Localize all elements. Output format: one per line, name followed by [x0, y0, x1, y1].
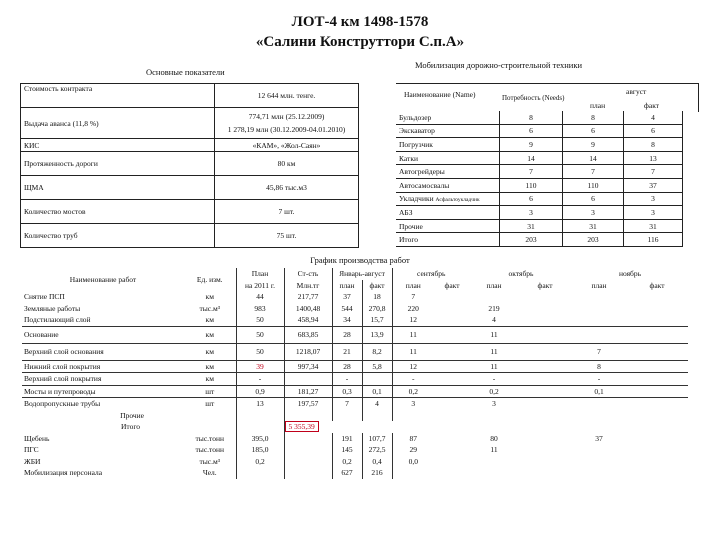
work-name: Земляные работы — [24, 303, 81, 313]
ja-plan: 21 — [332, 343, 362, 360]
work-unit: км — [205, 292, 214, 302]
ja-fact: 5,8 — [362, 360, 392, 373]
mob-plan: 6 — [563, 124, 624, 138]
oct-plan — [470, 291, 518, 303]
basic-indicators-table — [20, 83, 359, 248]
sched-sub-fact: факт — [537, 280, 553, 290]
work-plan: 50 — [236, 314, 284, 326]
sep-plan: 3 — [411, 399, 416, 409]
mobilization-title: Мобилизация дорожно-строительной техники — [415, 60, 583, 70]
indicator-label: Протяженность дороги — [21, 152, 215, 176]
table-row — [21, 152, 359, 176]
mob-fact: 3 — [624, 192, 683, 206]
work-cost: 181,27 — [284, 385, 332, 398]
ja-plan: 0,3 — [332, 385, 362, 398]
oct-plan: - — [470, 373, 518, 386]
work-plan: 50 — [236, 343, 284, 360]
indicator-value — [215, 108, 359, 139]
work-unit: км — [184, 343, 236, 360]
work-name: Мосты и путепроводы — [22, 385, 184, 398]
res-oct-plan — [470, 456, 518, 468]
oct-plan: 11 — [470, 343, 518, 360]
indicator-label: Количество мостов — [21, 200, 215, 224]
indicator-value-line2: 1 278,19 млн (30.12.2009-04.01.2010) — [227, 125, 346, 134]
sched-sub-fact: факт — [362, 280, 392, 292]
oct-plan: 11 — [470, 360, 518, 373]
work-cost: 1400,48 — [284, 303, 332, 315]
table-row — [396, 178, 683, 192]
mob-name: АБЗ — [396, 206, 500, 220]
work-cost: 1218,07 — [284, 343, 332, 360]
res-sep-plan: 29 — [409, 445, 417, 455]
work-plan: - — [236, 373, 284, 386]
res-ja-plan: 191 — [332, 433, 362, 445]
work-name: Нижний слой покрытия — [22, 360, 184, 373]
sched-col-plan-year: на 2011 г. — [236, 280, 284, 292]
ja-plan: 34 — [332, 314, 362, 326]
sched-period-sep: сентябрь — [417, 269, 446, 279]
sep-fact — [434, 291, 470, 303]
mob-name — [396, 192, 500, 206]
work-name: Снятие ПСП — [24, 292, 65, 302]
oct-plan: 0,2 — [470, 385, 518, 398]
indicator-value: 12 644 млн. тенге. — [215, 84, 359, 108]
mob-plan: 9 — [563, 138, 624, 152]
indicator-label: КИС — [21, 139, 215, 152]
sep-plan: 0,2 — [392, 385, 434, 398]
mob-fact: 31 — [624, 219, 683, 233]
prochie-label: Прочие — [120, 410, 144, 420]
mob-fact: 3 — [624, 206, 683, 220]
mob-name: Бульдозер — [396, 111, 500, 124]
oct-fact — [518, 360, 572, 373]
indicator-value-line1: 774,71 млн (25.12.2009) — [248, 112, 325, 121]
table-row — [21, 224, 359, 248]
sched-col-unit: Ед. изм. — [196, 275, 223, 284]
res-ja-fact: 107,7 — [362, 433, 392, 445]
work-plan: 50 — [236, 326, 284, 343]
work-unit: км — [184, 373, 236, 386]
sched-sub-plan: план — [486, 280, 502, 290]
table-row — [21, 139, 359, 152]
mob-name-sub: Асфальтоукладчик — [435, 197, 480, 204]
mob-col-month: август — [626, 87, 647, 96]
mob-fact: 116 — [624, 233, 683, 247]
itogo-label: Итого — [121, 422, 140, 432]
work-name: Водопропускные трубы — [24, 399, 101, 409]
table-row — [22, 360, 688, 373]
mob-fact: 7 — [624, 165, 683, 179]
table-row — [396, 124, 683, 138]
ja-fact: 0,1 — [362, 385, 392, 398]
oct-plan: 219 — [488, 303, 500, 313]
basic-indicators-title: Основные показатели — [146, 67, 225, 77]
nov-plan — [572, 398, 626, 410]
table-row — [22, 433, 688, 445]
sep-fact — [434, 398, 470, 410]
table-row — [396, 138, 683, 152]
table-row — [21, 176, 359, 200]
nov-fact — [626, 291, 688, 303]
sched-sub-fact: факт — [444, 280, 460, 290]
indicator-label: Количество труб — [21, 224, 215, 248]
mob-name: Итого — [396, 233, 500, 247]
mob-fact: 4 — [624, 111, 683, 124]
ja-plan: 7 — [332, 398, 362, 410]
nov-plan — [572, 314, 626, 326]
work-unit: км — [184, 326, 236, 343]
res-ja-plan: 627 — [332, 467, 362, 479]
work-cost — [284, 373, 332, 386]
oct-plan: 11 — [470, 326, 518, 343]
table-row — [22, 467, 688, 479]
ja-fact: 15,7 — [362, 314, 392, 326]
mob-fact: 13 — [624, 151, 683, 165]
work-cost: 197,57 — [284, 398, 332, 410]
sep-fact — [434, 373, 470, 386]
mob-name-text: Укладчики — [399, 194, 434, 204]
indicator-value: 75 шт. — [215, 224, 359, 248]
oct-fact — [518, 314, 572, 326]
nov-fact — [626, 343, 688, 360]
mob-need: 9 — [500, 138, 563, 152]
sched-col-cost-unit: Млн.тг — [284, 280, 332, 292]
work-plan: 0,9 — [236, 385, 284, 398]
mob-name: Прочие — [396, 219, 500, 233]
oct-fact — [518, 373, 572, 386]
mobilization-header — [396, 83, 699, 112]
res-sep-plan — [392, 467, 434, 479]
sched-col-name: Наименование работ — [69, 275, 137, 284]
table-row — [22, 343, 688, 360]
mob-plan: 14 — [563, 151, 624, 165]
mob-need: 7 — [500, 165, 563, 179]
sep-fact — [434, 360, 470, 373]
sep-fact — [434, 303, 470, 315]
sep-fact — [434, 385, 470, 398]
res-nov-plan: 37 — [595, 433, 603, 443]
resource-unit: тыс.тонн — [195, 433, 224, 443]
mob-fact: 8 — [624, 138, 683, 152]
table-row — [396, 192, 683, 206]
mob-need: 110 — [500, 178, 563, 192]
work-cost: 458,94 — [284, 314, 332, 326]
resource-unit: тыс.м³ — [199, 456, 220, 466]
ja-plan: 37 — [332, 291, 362, 303]
sched-col-cost: Ст-сть — [284, 268, 332, 280]
nov-fact — [626, 373, 688, 386]
sched-sub-plan: план — [332, 280, 362, 292]
sched-sub-fact: факт — [649, 280, 665, 290]
oct-fact — [518, 303, 572, 315]
table-row — [396, 111, 683, 124]
mob-plan: 3 — [563, 206, 624, 220]
indicator-value: «КАМ», «Жол-Саян» — [215, 139, 359, 152]
table-row — [22, 398, 688, 410]
mob-plan: 203 — [563, 233, 624, 247]
resource-unit: Чел. — [202, 468, 217, 478]
res-oct-plan — [470, 467, 518, 479]
mob-need: 6 — [500, 192, 563, 206]
indicator-value: 80 км — [215, 152, 359, 176]
oct-plan: 4 — [470, 314, 518, 326]
work-plan: 44 — [236, 291, 284, 303]
indicator-label: ЩМА — [21, 176, 215, 200]
nov-fact — [626, 314, 688, 326]
work-cost: 997,34 — [284, 360, 332, 373]
work-cost: 683,85 — [284, 326, 332, 343]
work-name: Подстилающий слой — [22, 314, 184, 326]
mob-plan: 6 — [563, 192, 624, 206]
oct-fact — [518, 385, 572, 398]
work-name: Основание — [22, 326, 184, 343]
mob-name: Экскаватор — [396, 124, 500, 138]
resource-plan: 185,0 — [236, 444, 284, 456]
sep-plan: 11 — [392, 326, 434, 343]
work-plan: 39 — [236, 360, 284, 373]
table-row — [22, 314, 688, 326]
work-name: Верхний слой покрытия — [22, 373, 184, 386]
table-row — [396, 165, 683, 179]
mob-plan: 7 — [563, 165, 624, 179]
res-oct-plan: 11 — [490, 445, 498, 455]
ja-fact: 4 — [362, 398, 392, 410]
mob-need: 203 — [500, 233, 563, 247]
nov-plan: 0,1 — [572, 385, 626, 398]
nov-fact — [626, 326, 688, 343]
sep-plan: 7 — [411, 292, 416, 302]
mob-name: Погрузчик — [396, 138, 500, 152]
oct-plan: 3 — [492, 399, 496, 409]
work-unit: шт — [184, 385, 236, 398]
ja-fact: 13,9 — [362, 326, 392, 343]
mob-need: 31 — [500, 219, 563, 233]
sep-plan: 12 — [392, 360, 434, 373]
mobilization-table — [396, 111, 683, 247]
sep-plan: - — [392, 373, 434, 386]
nov-fact — [626, 398, 688, 410]
ja-fact: 8,2 — [362, 343, 392, 360]
prochie-row — [22, 410, 688, 422]
itogo-total: 5 355,39 — [285, 421, 319, 432]
ja-fact — [362, 373, 392, 386]
indicator-label: Стоимость контракта — [21, 84, 215, 108]
indicator-value: 7 шт. — [215, 200, 359, 224]
page-title-line2: «Салини Конструттори С.п.А» — [255, 34, 465, 50]
table-row — [22, 291, 688, 303]
nov-fact — [626, 385, 688, 398]
page-title-line1: ЛОТ-4 км 1498-1578 — [291, 14, 429, 30]
indicator-label: Выдача аванса (11,8 %) — [21, 108, 215, 139]
table-row — [22, 456, 688, 468]
sched-col-plan: План — [236, 268, 284, 280]
nov-plan: 7 — [572, 343, 626, 360]
table-row — [22, 303, 688, 315]
res-nov-plan — [572, 444, 626, 456]
sep-fact — [434, 326, 470, 343]
mob-need: 3 — [500, 206, 563, 220]
res-ja-fact: 216 — [362, 467, 392, 479]
res-nov-plan — [572, 456, 626, 468]
res-ja-fact: 0,4 — [362, 456, 392, 468]
nov-plan — [572, 303, 626, 315]
work-unit: шт — [205, 399, 215, 409]
ja-plan: 28 — [332, 360, 362, 373]
resource-name: ПГС — [24, 445, 39, 455]
ja-plan: 544 — [332, 303, 362, 315]
nov-plan: - — [572, 373, 626, 386]
sep-plan: 12 — [392, 314, 434, 326]
mob-col-fact: факт — [644, 101, 660, 110]
res-ja-plan: 145 — [332, 444, 362, 456]
mob-plan: 110 — [563, 178, 624, 192]
work-unit: км — [184, 314, 236, 326]
table-row — [396, 206, 683, 220]
sep-fact — [434, 314, 470, 326]
mob-fact: 6 — [624, 124, 683, 138]
mob-plan: 8 — [563, 111, 624, 124]
mob-col-need: Потребность (Needs) — [502, 94, 565, 102]
schedule-header-row — [22, 268, 688, 280]
table-row — [21, 200, 359, 224]
mob-need: 14 — [500, 151, 563, 165]
table-row — [396, 233, 683, 247]
sched-sub-plan: план — [591, 280, 607, 290]
oct-fact — [518, 326, 572, 343]
table-row — [21, 84, 359, 108]
nov-plan — [572, 326, 626, 343]
work-name: Верхний слой основания — [22, 343, 184, 360]
sched-period-nov: ноябрь — [618, 269, 642, 279]
oct-fact — [518, 291, 572, 303]
sep-fact — [434, 343, 470, 360]
sep-plan: 11 — [392, 343, 434, 360]
mob-col-plan: план — [590, 101, 606, 110]
table-row — [22, 326, 688, 343]
resource-plan: 395,0 — [236, 433, 284, 445]
schedule-table — [22, 268, 688, 479]
schedule-title: График производства работ — [310, 255, 410, 265]
resource-plan — [236, 467, 284, 479]
ja-plan: 28 — [332, 326, 362, 343]
sep-plan: 220 — [407, 303, 419, 313]
table-row — [22, 385, 688, 398]
mob-need: 8 — [500, 111, 563, 124]
ja-fact: 18 — [362, 291, 392, 303]
mob-name: Автосамосвалы — [396, 178, 500, 192]
table-row — [21, 108, 359, 139]
itogo-row — [22, 421, 688, 433]
mob-need: 6 — [500, 124, 563, 138]
oct-fact — [518, 343, 572, 360]
sched-period-ja: Январь-август — [332, 268, 392, 280]
table-row — [396, 151, 683, 165]
ja-fact: 270,8 — [362, 303, 392, 315]
resource-name: ЖБИ — [24, 456, 41, 466]
ja-plan: - — [332, 373, 362, 386]
res-ja-plan: 0,2 — [332, 456, 362, 468]
resource-name: Мобилизация персонала — [24, 468, 103, 478]
res-oct-plan: 80 — [490, 433, 498, 443]
mob-plan: 31 — [563, 219, 624, 233]
nov-plan — [572, 291, 626, 303]
mob-name: Автогрейдеры — [396, 165, 500, 179]
resource-unit: тыс.тонн — [195, 445, 224, 455]
resource-plan: 0,2 — [236, 456, 284, 468]
table-row — [22, 373, 688, 386]
res-ja-fact: 272,5 — [362, 444, 392, 456]
resource-name: Щебень — [24, 433, 50, 443]
table-row — [22, 444, 688, 456]
sched-sub-plan: план — [405, 280, 421, 290]
nov-fact — [626, 303, 688, 315]
work-unit: км — [184, 360, 236, 373]
sched-period-oct: октябрь — [508, 269, 534, 279]
work-plan: 983 — [236, 303, 284, 315]
nov-plan: 8 — [572, 360, 626, 373]
nov-fact — [626, 360, 688, 373]
mob-fact: 37 — [624, 178, 683, 192]
work-cost: 217,77 — [284, 291, 332, 303]
res-sep-plan: 87 — [409, 433, 417, 443]
res-nov-plan — [572, 467, 626, 479]
work-unit: тыс.м³ — [199, 303, 220, 313]
table-row — [396, 219, 683, 233]
mob-col-name: Наименование (Name) — [404, 90, 476, 99]
indicator-value: 45,86 тыс.м3 — [215, 176, 359, 200]
mob-name: Катки — [396, 151, 500, 165]
work-plan: 13 — [236, 398, 284, 410]
res-sep-plan: 0,0 — [408, 456, 418, 466]
oct-fact — [518, 398, 572, 410]
